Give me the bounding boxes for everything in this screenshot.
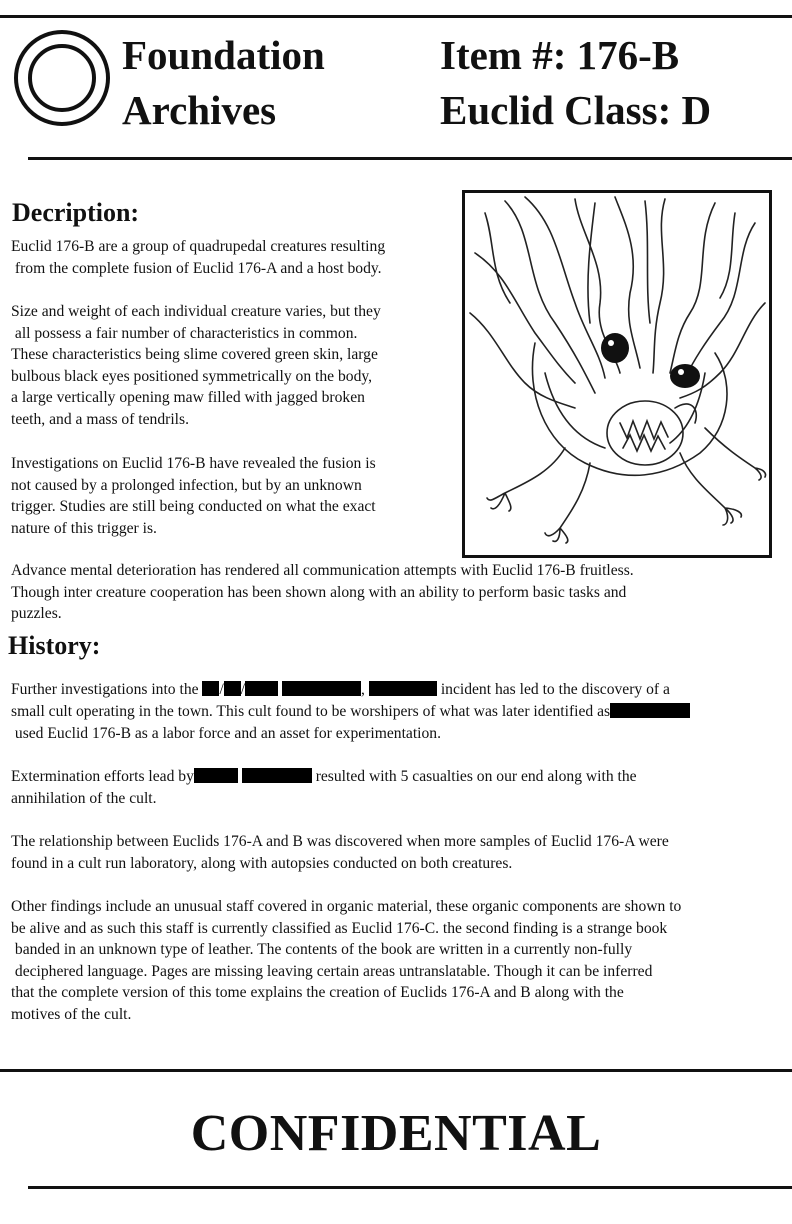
redaction-bar [610,703,690,718]
description-paragraph-3: Investigations on Euclid 176-B have revealed the fusion is not caused by a prolonged infection, but by an unknown trigger. Studies are still being conducted on what the exact nature of this trigger is. [11,455,376,537]
history-paragraph-1-line-3: used Euclid 176-B as a labor force and an asset for experimentation. [11,725,441,742]
history-paragraph-1-line-2 [11,701,690,723]
history-paragraph-2-line-1 [11,766,637,788]
redaction-bar [202,681,219,696]
tentacled-creature-illustration-icon [465,193,769,555]
history-p2-text-end: resulted with 5 casualties on our end along with the [311,768,637,785]
history-paragraph-3: The relationship between Euclids 176-A and B was discovered when more samples of Euclid 176-A were found in a cult run laboratory, along with autopsies conducted on both creatures. [11,833,669,872]
history-p1-text-start: Further investigations into the [11,681,203,698]
concentric-circles-logo-icon [12,28,112,128]
redaction-bar [245,681,278,696]
history-paragraph-2-line-2: annihilation of the cult. [11,790,157,807]
top-rule [0,15,792,18]
redaction-bar [224,681,241,696]
redaction-bar [369,681,437,696]
org-title-line2: Archives [122,87,277,133]
redaction-bar [282,681,361,696]
footer-bottom-rule [28,1186,792,1189]
item-number: Item #: 176-B [440,32,680,78]
history-heading: History: [8,631,101,660]
org-title-line1: Foundation [122,32,325,78]
history-p1-comma: , [361,681,365,698]
footer-top-rule [0,1069,792,1072]
creature-illustration-frame [462,190,772,558]
history-p1-text-end: incident has led to the discovery of a [436,681,670,698]
history-p1-line-2-text: small cult operating in the town. This cult found to be worshipers of what was later identified as [11,703,611,720]
history-p1-separator: / [219,681,224,698]
description-paragraph-4: Advance mental deterioration has rendered all communication attempts with Euclid 176-B fruitless. Though inter creature cooperation has been shown along with an ability to perform basic tasks and puzzles. [11,562,634,623]
history-paragraph-4: Other findings include an unusual staff covered in organic material, these organic components are shown to be alive and as such this staff is currently classified as Euclid 176-C. the second finding is a strange book banded in an unknown type of leather. The contents of the book are written in a currently non-fully deciphered language. Pages are missing leaving certain areas untranslatable. Though it can be inferred that the complete version of this tome explains the creation of Euclids 176-A and B along with the motives of the cult. [11,898,682,1023]
euclid-class: Euclid Class: D [440,87,712,133]
redaction-bar [194,768,238,783]
header-bottom-rule [28,157,792,160]
description-paragraph-2: Size and weight of each individual creature varies, but they all possess a fair number of characteristics in common. These characteristics being slime covered green skin, large bulbous black eyes positioned symmetrically on the body, a large vertically opening maw filled with jagged broken teeth, and a mass of tendrils. [11,303,381,428]
description-heading: Decription: [12,198,140,227]
history-p2-text-start: Extermination efforts lead by [11,768,194,785]
history-p1-separator: / [240,681,246,698]
history-paragraph-1-line-1 [11,679,670,701]
description-paragraph-1: Euclid 176-B are a group of quadrupedal creatures resulting from the complete fusion of Euclid 176-A and a host body. [11,238,386,277]
confidential-stamp: CONFIDENTIAL [190,1105,602,1162]
redaction-bar [242,768,312,783]
